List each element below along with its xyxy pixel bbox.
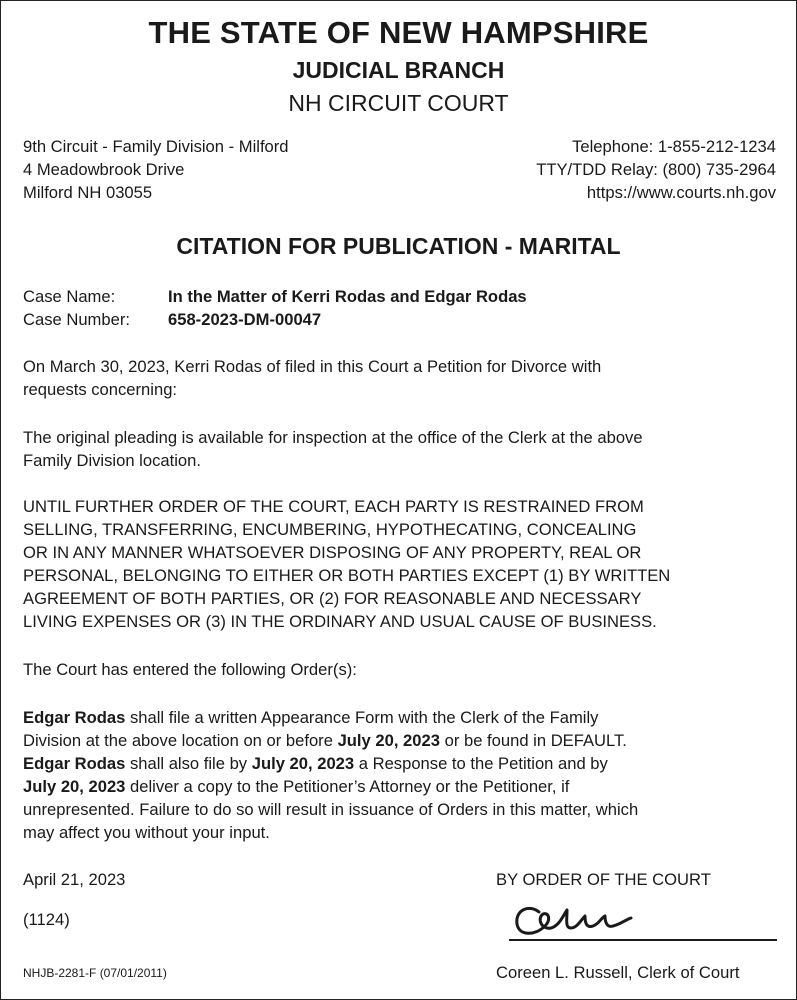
address-block: [23, 135, 289, 204]
address-line-1: 9th Circuit - Family Division - Milford: [23, 137, 289, 156]
contact-block: [536, 135, 776, 204]
clerk-signature: [501, 894, 786, 946]
branch-heading: JUDICIAL BRANCH: [292, 57, 505, 83]
court-heading: NH CIRCUIT COURT: [288, 90, 509, 116]
telephone: Telephone: 1-855-212-1234: [572, 137, 776, 156]
case-name-label: Case Name:: [23, 287, 116, 306]
pleading-paragraph: The original pleading is available for inspection at the office of the Clerk at the above Family Division location.: [23, 428, 643, 470]
address-line-2: 4 Meadowbrook Drive: [23, 160, 185, 179]
tty-relay: TTY/TDD Relay: (800) 735-2964: [536, 160, 776, 179]
website: https://www.courts.nh.gov: [586, 183, 776, 202]
address-line-3: Milford NH 03055: [23, 183, 153, 202]
state-heading: THE STATE OF NEW HAMPSHIRE: [148, 15, 649, 50]
orders-intro: The Court has entered the following Order(s):: [23, 660, 357, 679]
clerk-name: Coreen L. Russell, Clerk of Court: [496, 963, 740, 982]
reference-code: (1124): [23, 910, 70, 929]
by-order-of-court: BY ORDER OF THE COURT: [496, 870, 711, 889]
document-title: CITATION FOR PUBLICATION - MARITAL: [176, 233, 621, 259]
filing-paragraph: On March 30, 2023, Kerri Rodas of filed in this Court a Petition for Divorce with requests concerning:: [23, 357, 602, 399]
case-number-label: Case Number:: [23, 310, 130, 329]
restraining-order-paragraph: UNTIL FURTHER ORDER OF THE COURT, EACH PARTY IS RESTRAINED FROM SELLING, TRANSFERRING, ENCUMBERING, HYPOTHECATING, CONCEALING OR IN ANY MANNER WHATSOEVER DISPOSING OF ANY PROPERTY, REAL OR PERSONAL, BELONGING TO EITHER OR BOTH PARTIES EXCEPT (1) BY WRITTEN AGREEMENT OF BOTH PARTIES, OR (2) FOR REASONABLE AND NECESSARY LIVING EXPENSES OR (3) IN THE ORDINARY AND USUAL CAUSE OF BUSINESS.: [23, 497, 671, 631]
case-number-value: 658-2023-DM-00047: [168, 310, 322, 329]
orders-paragraph: Edgar Rodas shall file a written Appearance Form with the Clerk of the Family Division at the above location on or before July 20, 2023 or be found in DEFAULT. Edgar Rodas shall also file by July 20, 2023 a Response to the Petition and by July 20, 2023 deliver a copy to the Petitioner’s Attorney or the Petitioner, if unrepresented. Failure to do so will result in issuance of Orders in this matter, which may affect you without your input.: [23, 708, 639, 842]
form-id: NHJB-2281-F (07/01/2011): [23, 966, 167, 980]
case-name-value: In the Matter of Kerri Rodas and Edgar Rodas: [168, 287, 527, 306]
issue-date: April 21, 2023: [23, 870, 126, 889]
case-name-row: [23, 285, 115, 308]
